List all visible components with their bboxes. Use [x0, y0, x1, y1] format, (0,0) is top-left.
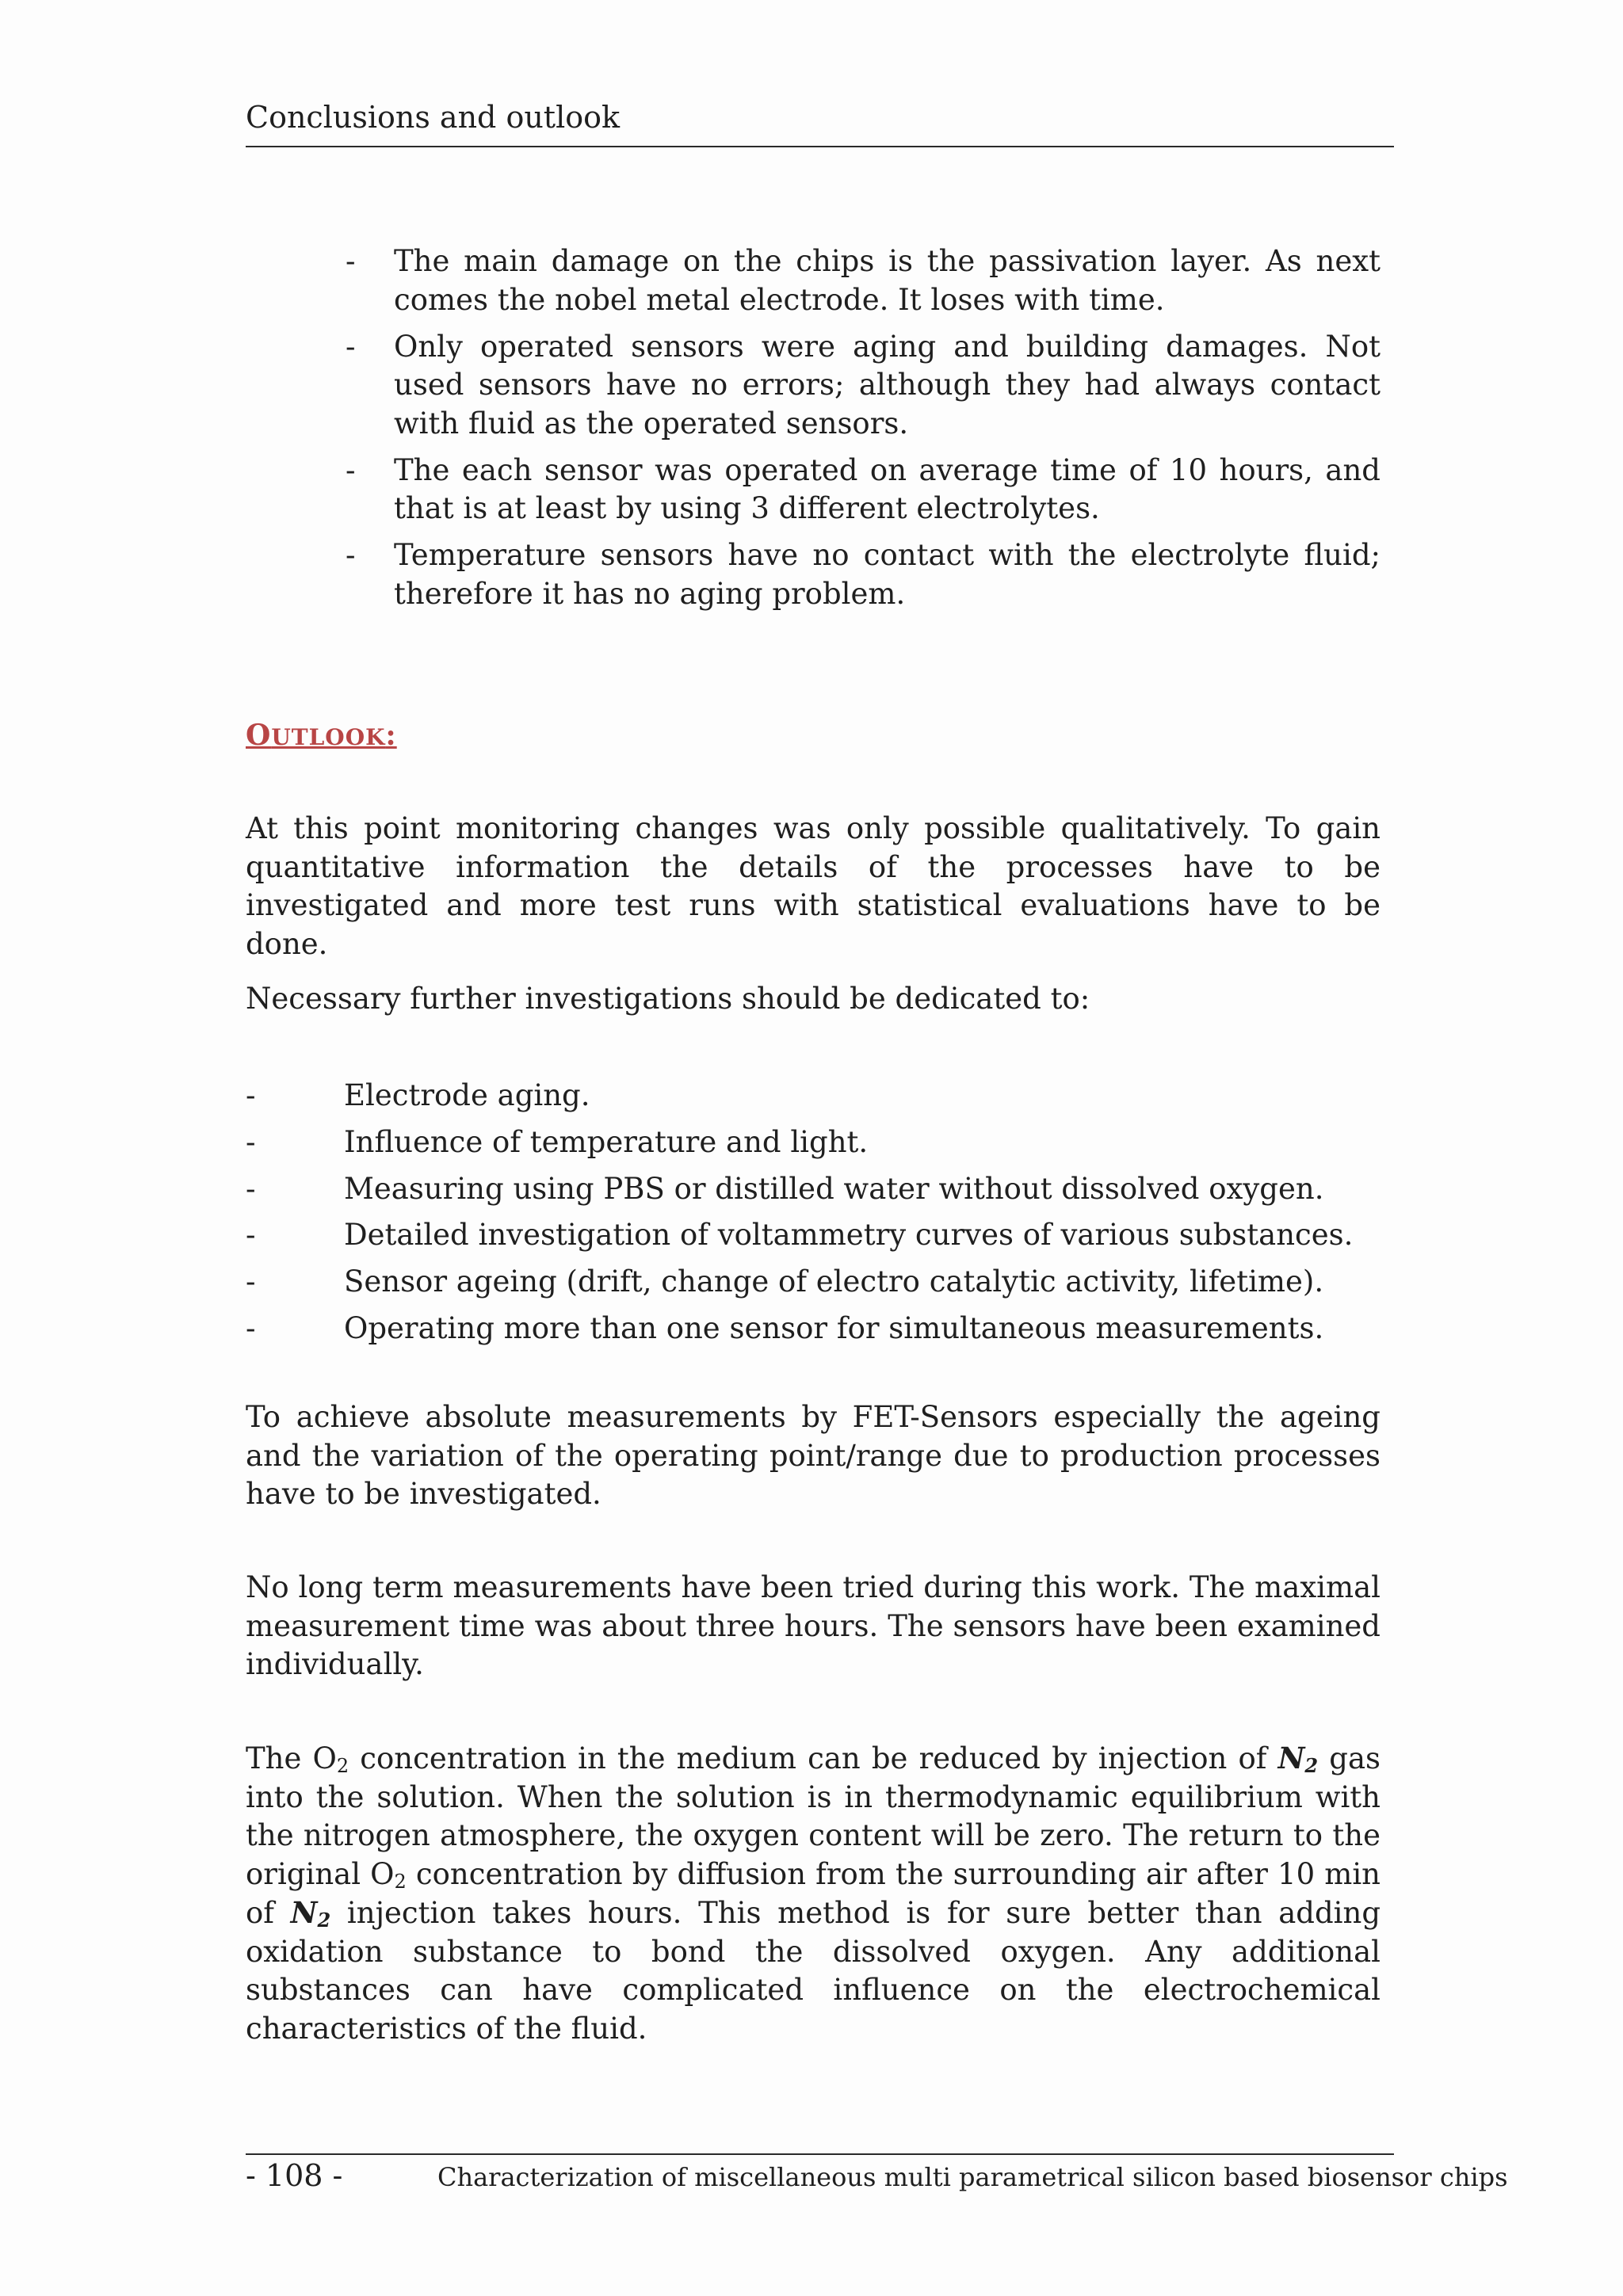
- list-item: [246, 1073, 1381, 1119]
- bullet-dash: -: [246, 1171, 256, 1206]
- nitrogen-symbol: [291, 1895, 331, 1930]
- bullet-dash: -: [246, 1218, 256, 1253]
- list-item: [246, 452, 1381, 528]
- outlook-paragraph-4: No long term measurements have been tried during this work. The maximal measurement time was about three hours. The sensors have been examined individually.: [246, 1570, 1381, 1681]
- list-item: [246, 1119, 1381, 1166]
- list-item: [246, 536, 1381, 613]
- intro-bullet-list: [246, 242, 1381, 622]
- list-item: [246, 1212, 1381, 1259]
- heading-smallcaps: UTLOOK: [271, 724, 386, 750]
- list-item-text: Temperature sensors have no contact with the electrolyte fluid; therefore it has no aging problem.: [394, 538, 1381, 611]
- list-item-text: The main damage on the chips is the passivation layer. As next comes the nobel metal electrode. It loses with time.: [394, 244, 1381, 317]
- running-footer-title: Characterization of miscellaneous multi parametrical silicon based biosensor chips: [437, 2162, 1508, 2192]
- bullet-dash: -: [246, 1264, 256, 1299]
- para-text: concentration by diffusion from the surrounding air after 10 min of: [246, 1856, 1381, 1930]
- bullet-dash: -: [346, 329, 356, 364]
- element-symbol: N: [290, 1895, 318, 1930]
- outlook-paragraph-5: [246, 1739, 1381, 2048]
- list-item-text: Sensor ageing (drift, change of electro catalytic activity, lifetime).: [344, 1264, 1324, 1299]
- list-item-text: Measuring using PBS or distilled water without dissolved oxygen.: [344, 1171, 1324, 1206]
- outlook-heading: [246, 716, 397, 757]
- bullet-dash: -: [246, 1078, 256, 1112]
- para-text: The O: [246, 1741, 337, 1775]
- para-text: gas into the solution. When the solution is in thermodynamic equilibrium with the nitrogen atmosphere, the oxygen content will be zero. The return to the original O: [246, 1741, 1381, 1891]
- para-text: concentration in the medium can be reduced by injection of: [349, 1741, 1278, 1775]
- outlook-paragraph-3: To achieve absolute measurements by FET-Sensors especially the ageing and the variation of the operating point/range due to production processes have to be investigated.: [246, 1400, 1381, 1511]
- heading-initial: O: [246, 719, 272, 752]
- subscript: 2: [394, 1870, 407, 1893]
- list-item-text: Influence of temperature and light.: [344, 1124, 869, 1159]
- list-item: [246, 1259, 1381, 1306]
- list-item-text: Operating more than one sensor for simultaneous measurements.: [344, 1310, 1324, 1345]
- outlook-paragraph-1: At this point monitoring changes was only possible qualitatively. To gain quantitative information the details of the processes have to be investigated and more test runs with statistical evaluations have to be done.: [246, 811, 1381, 961]
- para-text: injection takes hours. This method is for sure better than adding oxidation substance to bond the dissolved oxygen. Any additional substances can have complicated influence on the electrochemical characteristics of the fluid.: [246, 1896, 1381, 2046]
- bullet-dash: -: [346, 452, 356, 487]
- subscript: 2: [336, 1754, 349, 1777]
- page-number: - 108 -: [246, 2158, 343, 2193]
- bullet-dash: -: [246, 1124, 256, 1159]
- heading-colon: :: [385, 719, 397, 752]
- list-item: [246, 1166, 1381, 1213]
- subscript: 2: [1304, 1753, 1319, 1777]
- subscript: 2: [317, 1908, 331, 1932]
- list-item: [246, 1306, 1381, 1352]
- outlook-paragraph-2: Necessary further investigations should be dedicated to:: [246, 982, 1090, 1016]
- element-symbol: N: [1277, 1741, 1305, 1775]
- list-item: [246, 242, 1381, 319]
- list-item: [246, 328, 1381, 444]
- footer-rule: [246, 2153, 1394, 2155]
- bullet-dash: -: [246, 1310, 256, 1345]
- list-item-text: Detailed investigation of voltammetry curves of various substances.: [344, 1218, 1354, 1253]
- bullet-dash: -: [346, 244, 356, 278]
- running-header: Conclusions and outlook: [246, 100, 621, 135]
- bullet-dash: -: [346, 538, 356, 572]
- investigation-list: [246, 1073, 1381, 1352]
- list-item-text: Only operated sensors were aging and building damages. Not used sensors have no errors; although they had always contact with fluid as the operated sensors.: [394, 329, 1381, 441]
- list-item-text: Electrode aging.: [344, 1078, 590, 1112]
- header-rule: [246, 146, 1394, 147]
- nitrogen-symbol: [1278, 1741, 1319, 1775]
- list-item-text: The each sensor was operated on average time of 10 hours, and that is at least by using 3 different electrolytes.: [394, 452, 1381, 525]
